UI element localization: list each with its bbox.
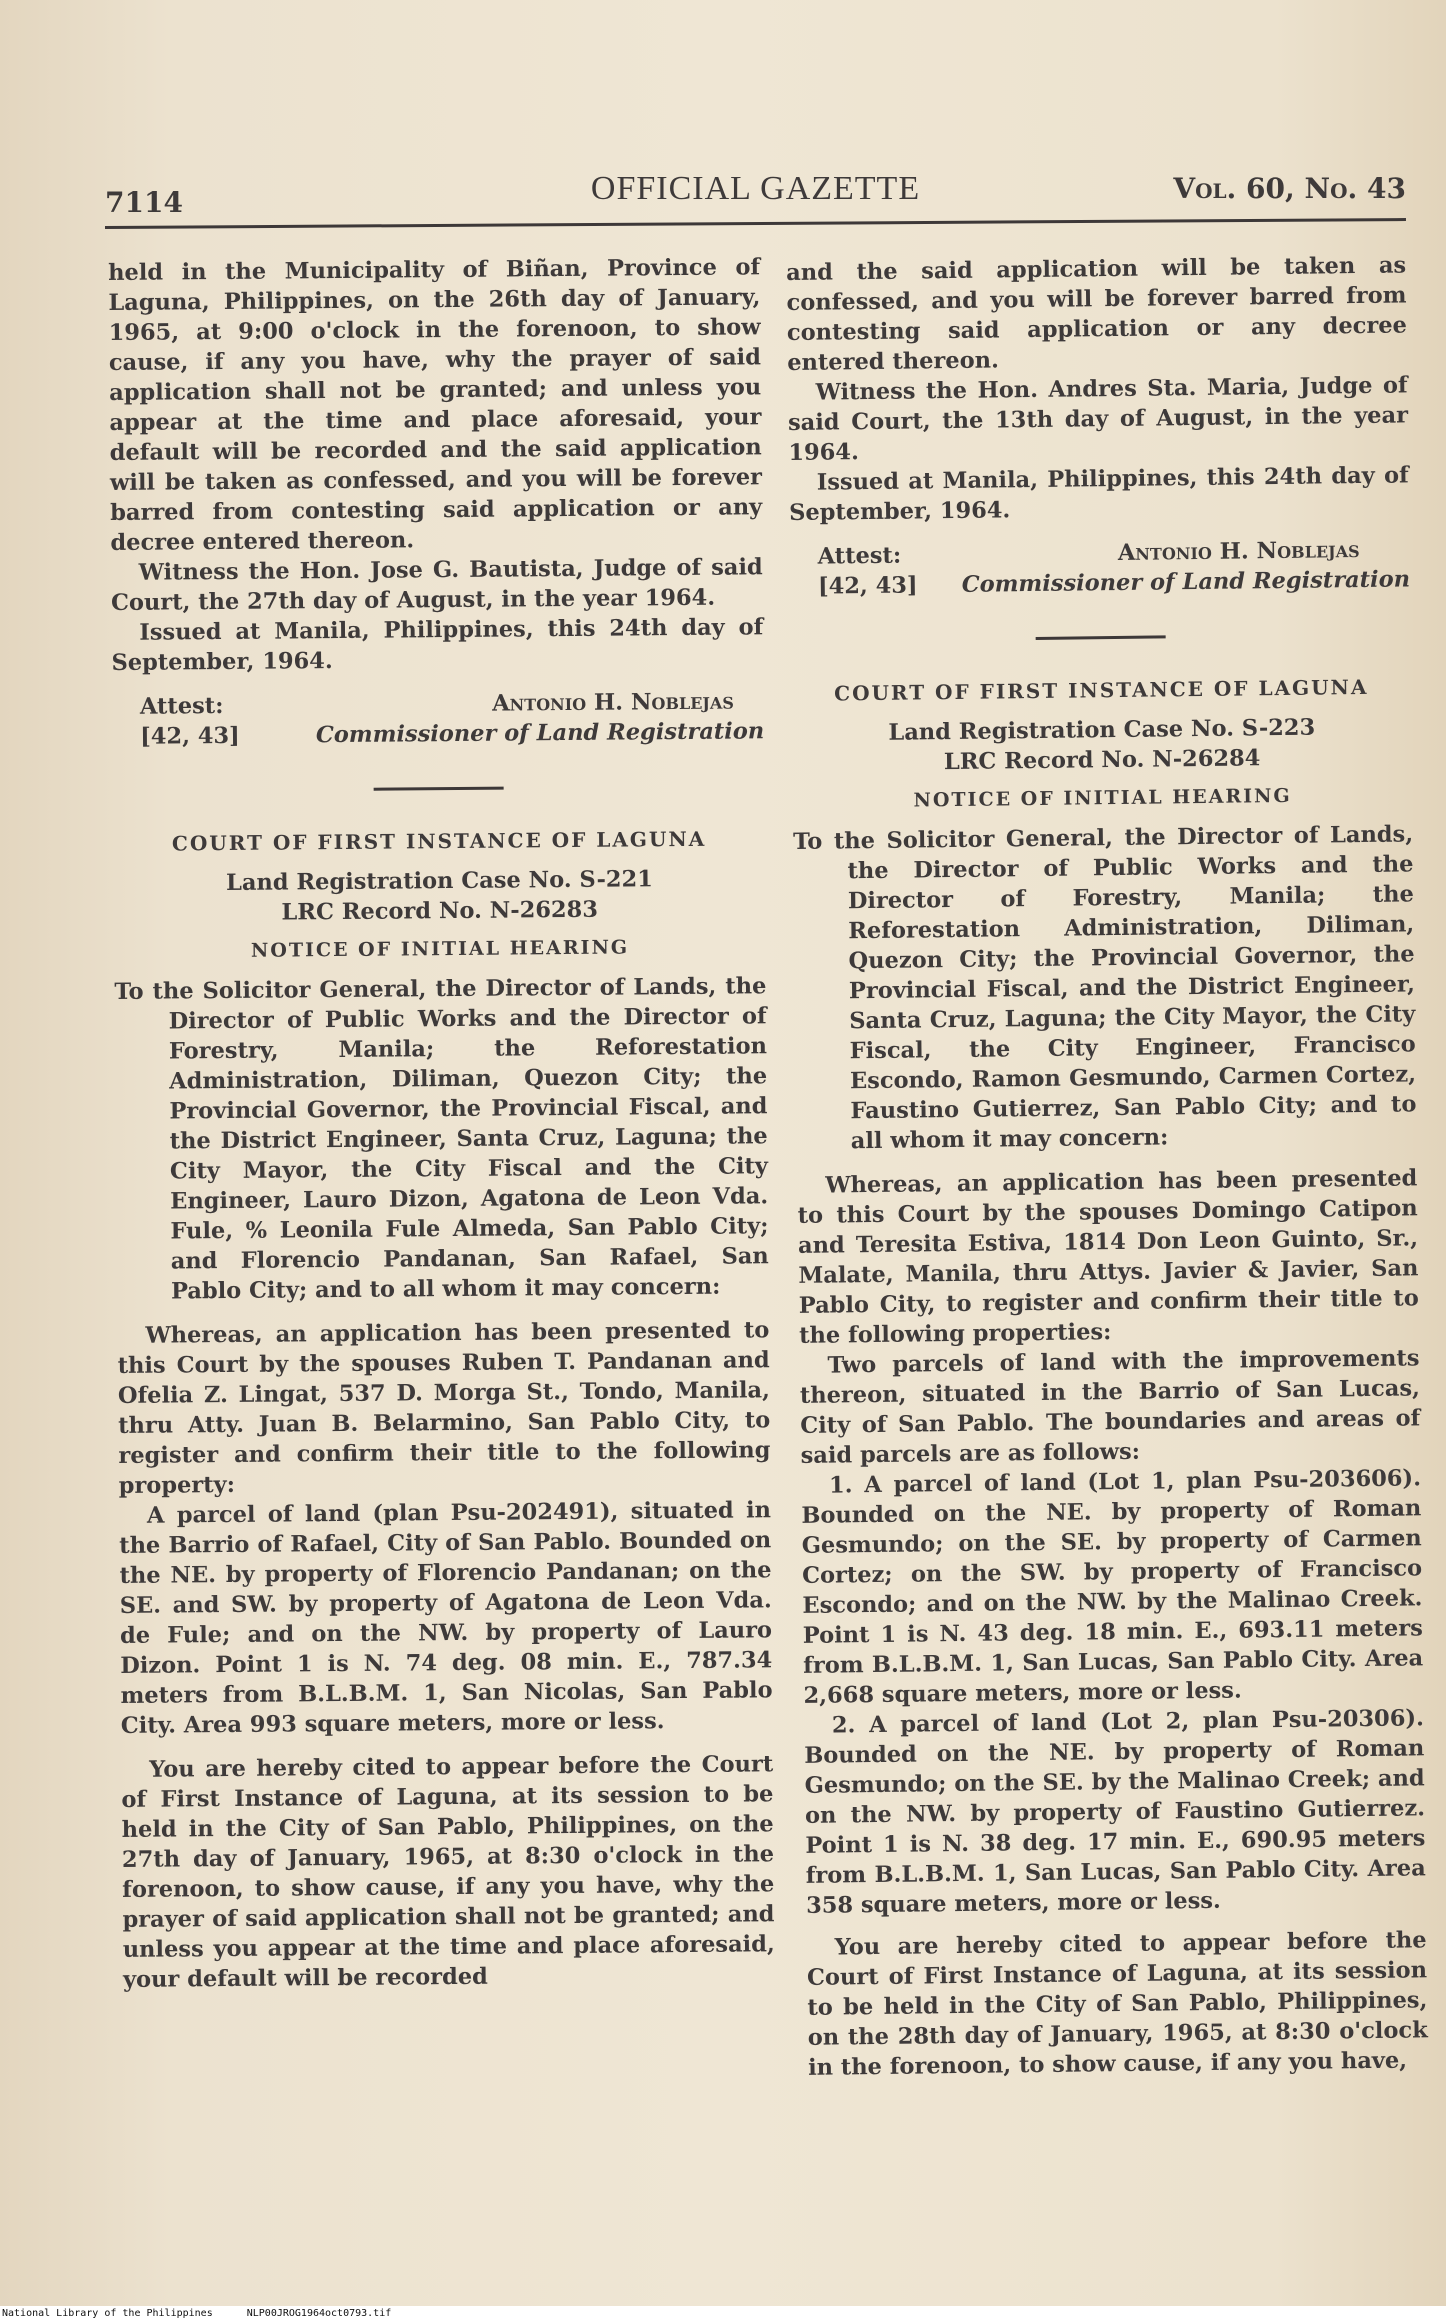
commissioner-name: Antonio H. Noblejas — [492, 688, 735, 717]
attest-label: Attest: — [139, 693, 224, 720]
issue-ref: [42, 43] — [140, 722, 240, 750]
record-number: LRC Record No. N-26284 — [943, 745, 1261, 776]
whereas-paragraph: Whereas, an application has been presented to this Court by the spouses Domingo Catipon and Teresita Estiva, 1814 Don Leon Guinto, Sr., Malate, Manila, thru Attys. Javier & Javier, San Pablo City, to register and confirm their title to the following properties: — [797, 1165, 1419, 1349]
publication-title: OFFICIAL GAZETTE — [590, 170, 921, 207]
signature-line — [818, 564, 1410, 601]
section-divider — [374, 787, 504, 791]
issued-paragraph: Issued at Manila, Philippines, this 24th day of September, 1964. — [111, 614, 764, 676]
right-column — [786, 250, 1428, 2082]
library-label: National Library of the Philippines — [2, 2308, 213, 2319]
parcel-paragraph: A parcel of land (plan Psu-202491), situated in the Barrio of Rafael, City of San Pablo. Bounded on the NE. by property of Florencio Pandanan; on the SE. and SW. by property of Agatona de Leon Vda. de Fule; and on the NW. by property of Lauro Dizon. Point 1 is N. 74 deg. 08 min. E., 787.34 meters from B.L.B.M. 1, San Nicolas, San Pablo City. Area 993 square meters, more or less. — [119, 1497, 773, 1739]
signature-line — [140, 716, 764, 751]
commissioner-name: Antonio H. Noblejas — [1117, 537, 1360, 566]
issue-ref: [42, 43] — [817, 572, 918, 600]
notice-heading: NOTICE OF INITIAL HEARING — [250, 936, 630, 962]
lot2-paragraph: 2. A parcel of land (Lot 2, plan Psu-20306). Bounded on the NE. by property of Roman Gesmundo; on the SE. by the Malinao Creek; and on the NW. by property of Faustino Gutierrez. Point 1 is N. 38 deg. 17 min. E., 690.95 meters from B.L.B.M. 1, San Lucas, San Pablo City. Area 358 square meters, more or less. — [804, 1705, 1426, 1919]
whereas-paragraph: Whereas, an application has been presented to this Court by the spouses Ruben T. Pandanan and Ofelia Z. Lingat, 537 D. Morga St., Tondo, Manila, thru Atty. Juan B. Belarmino, San Pablo City, to register and confirm their title to the following property: — [117, 1317, 771, 1499]
paragraph: held in the Municipality of Biñan, Province of Laguna, Philippines, on the 26th day of January, 1965, at 9:00 o'clock in the forenoon, to show cause, if any you have, why the prayer of said application shall not be granted; and unless you appear at the time and place aforesaid, your default will be recorded and the said application will be taken as confessed, and you will be forever barred from contesting said application or any decree entered thereon. — [108, 254, 763, 556]
case-number: Land Registration Case No. S-223 — [888, 714, 1316, 746]
volume-label: Vol. 60, No. 43 — [1173, 172, 1406, 205]
record-number: LRC Record No. N-26283 — [281, 896, 599, 926]
file-name: NLP00JROG1964oct0793.tif — [246, 2308, 392, 2319]
scan-footer — [0, 2306, 1446, 2321]
section-divider — [1036, 635, 1166, 640]
notice-heading: NOTICE OF INITIAL HEARING — [913, 784, 1292, 812]
cited-paragraph: You are hereby cited to appear before the Court of First Instance of Laguna, at its session to be held in the City of San Pablo, Philippines, on the 28th day of January, 1965, at 8:30 o'clock in the forenoon, to show cause, if any you have, — [806, 1927, 1428, 2081]
witness-paragraph: Witness the Hon. Andres Sta. Maria, Judge of said Court, the 13th day of August, in the year 1964. — [787, 372, 1409, 466]
court-heading: COURT OF FIRST INSTANCE OF LAGUNA — [834, 674, 1369, 706]
witness-paragraph: Witness the Hon. Jose G. Bautista, Judge of said Court, the 27th day of August, in the year 1964. — [110, 554, 763, 616]
issued-paragraph: Issued at Manila, Philippines, this 24th day of September, 1964. — [788, 462, 1409, 526]
commissioner-title: Commissioner of Land Registration — [961, 566, 1411, 598]
attest-label: Attest: — [817, 542, 902, 570]
addressees-paragraph: To the Solicitor General, the Director of Lands, the Director of Public Works and the Director of Forestry, Manila; the Reforestation Administration, Diliman, Quezon City; the Provincial Governor, the Provincial Fiscal, and the District Engineer, Santa Cruz, Laguna; the City Mayor, the City Fiscal, the City Engineer, Francisco Escondo, Ramon Gesmundo, Carmen Cortez, Faustino Gutierrez, San Pablo City; and to all whom it may concern: — [792, 821, 1417, 1155]
court-heading: COURT OF FIRST INSTANCE OF LAGUNA — [171, 826, 707, 856]
left-column — [108, 252, 775, 1995]
page-number: 7114 — [105, 186, 183, 219]
cited-paragraph: You are hereby cited to appear before the Court of First Instance of Laguna, at its session to be held in the City of San Pablo, Philippines, on the 27th day of January, 1965, at 8:30 o'clock in the forenoon, to show cause, if any you have, why the prayer of said application shall not be granted; and unless you appear at the time and place aforesaid, your default will be recorded — [121, 1751, 775, 1993]
case-number: Land Registration Case No. S-221 — [225, 866, 653, 896]
commissioner-title: Commissioner of Land Registration — [315, 718, 765, 749]
parcels-intro-paragraph: Two parcels of land with the improvements thereon, situated in the Barrio of San Lucas, City of San Pablo. The boundaries and areas of said parcels are as follows: — [799, 1345, 1421, 1469]
lot1-paragraph: 1. A parcel of land (Lot 1, plan Psu-203606). Bounded on the NE. by property of Roman Gesmundo; on the SE. by property of Carmen Cortez; on the SW. by property of Francisco Escondo; and on the NW. by the Malinao Creek. Point 1 is N. 43 deg. 18 min. E., 693.11 meters from B.L.B.M. 1, San Lucas, San Pablo City. Area 2,668 square meters, more or less. — [801, 1465, 1424, 1709]
paragraph: and the said application will be taken as confessed, and you will be forever barred from contesting said application or any decree entered thereon. — [786, 252, 1408, 376]
addressees-paragraph: To the Solicitor General, the Director of Lands, the Director of Public Works and the Director of Forestry, Manila; the Reforestation Administration, Diliman, Quezon City; the Provincial Governor, the Provincial Fiscal, and the District Engineer, Santa Cruz, Laguna; the City Mayor, the City Fiscal and the City Engineer, Lauro Dizon, Agatona de Leon Vda. Fule, % Leonila Fule Almeda, San Pablo City; and Florencio Pandanan, San Rafael, San Pablo City; and to all whom it may concern: — [114, 973, 769, 1305]
